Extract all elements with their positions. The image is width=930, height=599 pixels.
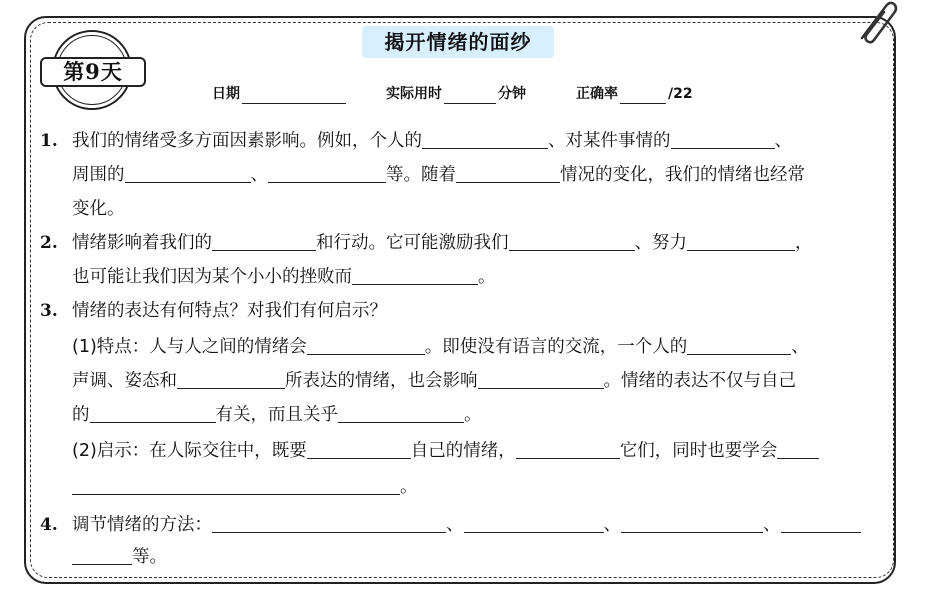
q3-text: (1)特点：人与人之间的情绪会	[72, 337, 307, 357]
q4-text: 、	[763, 515, 781, 535]
question-2-number: 2.	[40, 233, 58, 253]
answer-blank[interactable]	[478, 366, 604, 389]
question-1-line-1	[72, 124, 792, 158]
question-2-line-1	[72, 226, 813, 260]
q3-text: 它们，同时也要学会	[619, 441, 778, 461]
answer-blank[interactable]	[338, 400, 464, 423]
time-label: 实际用时	[386, 86, 442, 102]
accuracy-label: 正确率	[576, 86, 618, 102]
q2-text: 、努力	[634, 233, 687, 253]
answer-blank[interactable]	[464, 510, 604, 533]
q1-text: 周围的	[72, 165, 125, 185]
answer-blank[interactable]	[509, 228, 635, 251]
question-3-line-6	[72, 470, 418, 504]
q3-text: 声调、姿态和	[72, 371, 177, 391]
answer-blank[interactable]	[352, 262, 478, 285]
answer-blank[interactable]	[212, 510, 446, 533]
accuracy-field	[576, 84, 693, 106]
answer-blank[interactable]	[422, 126, 548, 149]
question-1-line-3	[72, 192, 125, 226]
question-4-line-2	[72, 540, 167, 574]
question-3-number: 3.	[40, 301, 58, 321]
q3-text: 。	[400, 477, 418, 497]
day-badge-label: 第9天	[40, 57, 146, 87]
time-unit: 分钟	[498, 86, 526, 102]
q1-text: 我们的情绪受多方面因素影响。例如，个人的	[72, 131, 422, 151]
q4-text: 等。	[132, 547, 167, 567]
accuracy-blank[interactable]	[620, 88, 666, 104]
time-blank[interactable]	[444, 88, 496, 104]
day-badge	[40, 30, 148, 110]
q1-text: 等。随着	[386, 165, 456, 185]
question-3-line-2	[72, 330, 809, 364]
time-field	[386, 84, 526, 106]
answer-blank[interactable]	[90, 400, 216, 423]
question-3-line-1	[72, 294, 387, 328]
q3-text: 有关，而且关乎	[215, 405, 338, 425]
answer-blank[interactable]	[268, 160, 386, 183]
q4-text: 调节情绪的方法：	[72, 515, 212, 535]
answer-blank[interactable]	[307, 436, 411, 459]
q1-text: 情况的变化，我们的情绪也经常	[560, 165, 805, 185]
q2-text: 和行动。它可能激励我们	[316, 233, 509, 253]
question-4-line-1	[72, 508, 861, 542]
q3-text: 、	[791, 337, 809, 357]
q1-text: 、	[774, 131, 792, 151]
question-4-number: 4.	[40, 515, 58, 535]
q2-text: 。	[478, 267, 496, 287]
q3-text: 。	[464, 405, 482, 425]
q3-text: 。情绪的表达不仅与自己	[603, 371, 796, 391]
page-title: 揭开情绪的面纱	[362, 26, 554, 58]
answer-blank[interactable]	[307, 332, 425, 355]
q3-text: 所表达的情绪，也会影响	[285, 371, 478, 391]
q4-text: 、	[446, 515, 464, 535]
question-3-line-4	[72, 398, 482, 432]
question-3-line-3	[72, 364, 796, 398]
answer-blank[interactable]	[177, 366, 285, 389]
q3-text: 。即使没有语言的交流，一个人的	[424, 337, 688, 357]
q1-text: 、	[250, 165, 268, 185]
question-1-number: 1.	[40, 131, 58, 151]
question-3-line-5	[72, 434, 819, 468]
answer-blank[interactable]	[687, 332, 791, 355]
answer-blank[interactable]	[456, 160, 560, 183]
answer-blank[interactable]	[687, 228, 795, 251]
question-1-line-2	[72, 158, 805, 192]
q3-text: 自己的情绪，	[410, 441, 516, 461]
q4-text: 、	[603, 515, 621, 535]
q2-text: ，	[795, 233, 813, 253]
answer-blank[interactable]	[72, 542, 132, 565]
answer-blank[interactable]	[671, 126, 775, 149]
q3-text: 的	[72, 405, 90, 425]
answer-blank[interactable]	[781, 510, 861, 533]
answer-blank[interactable]	[777, 436, 819, 459]
q2-text: 也可能让我们因为某个小小的挫败而	[72, 267, 352, 287]
date-label: 日期	[212, 86, 240, 102]
q3-text: (2)启示：在人际交往中，既要	[72, 441, 307, 461]
answer-blank[interactable]	[516, 436, 620, 459]
answer-blank[interactable]	[125, 160, 251, 183]
answer-blank[interactable]	[621, 510, 763, 533]
answer-blank[interactable]	[72, 472, 400, 495]
date-blank[interactable]	[242, 88, 346, 104]
q2-text: 情绪影响着我们的	[72, 233, 212, 253]
question-2-line-2	[72, 260, 496, 294]
q3-text: 情绪的表达有何特点？对我们有何启示？	[72, 301, 387, 321]
date-field	[212, 84, 348, 106]
answer-blank[interactable]	[212, 228, 316, 251]
q1-text: 变化。	[72, 199, 125, 219]
paperclip-icon	[852, 0, 898, 44]
accuracy-total: /22	[668, 86, 693, 102]
q1-text: 、对某件事情的	[548, 131, 671, 151]
